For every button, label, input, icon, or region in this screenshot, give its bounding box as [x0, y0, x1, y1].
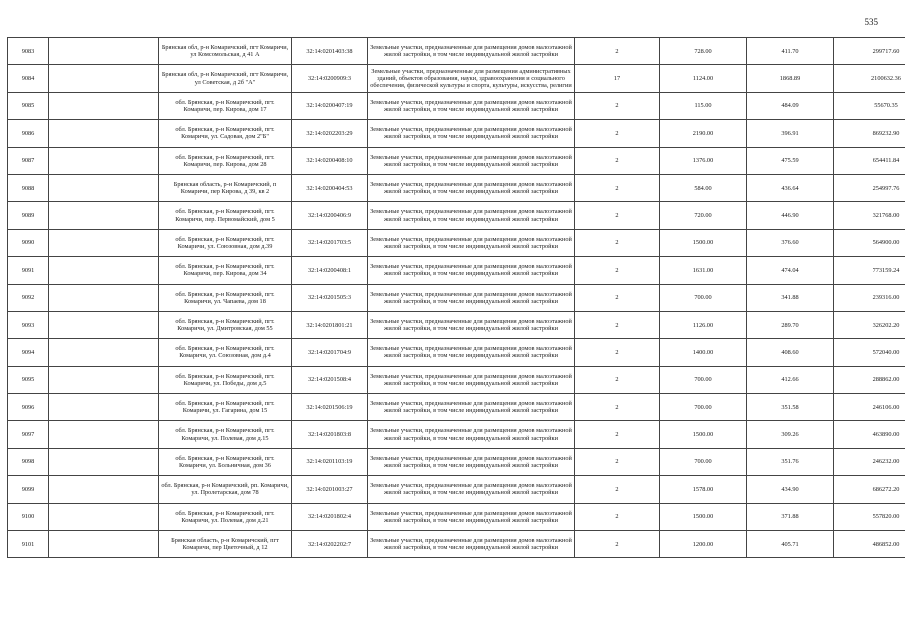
- land-use-cell: Земельные участки, предназначенные для размещения домов малоэтажной жилой застройки, в том числе индивидуальной жилой застройки: [368, 284, 575, 311]
- table-row: [8, 202, 905, 229]
- row-number-cell: 9091: [8, 257, 49, 284]
- area-cell: 1631.00: [660, 257, 747, 284]
- cadastral-value-cell: 686272.20: [834, 476, 905, 503]
- address-cell: обл. Брянская, р-н Комаричский, пгт. Комаричи, ул. Полевая, дом д.21: [159, 503, 292, 530]
- table-row: [8, 257, 905, 284]
- empty-cell: [49, 366, 159, 393]
- cadastral-number-cell: 32:14:0201704:9: [292, 339, 368, 366]
- area-cell: 115.00: [660, 92, 747, 119]
- specific-value-cell: 436.64: [747, 174, 834, 201]
- specific-value-cell: 446.90: [747, 202, 834, 229]
- cadastral-number-cell: 32:14:0200408:1: [292, 257, 368, 284]
- cadastral-number-cell: 32:14:0201506:19: [292, 394, 368, 421]
- land-use-cell: Земельные участки, предназначенные для размещения домов малоэтажной жилой застройки, в том числе индивидуальной жилой застройки: [368, 448, 575, 475]
- address-cell: обл. Брянская, р-н Комаричский, рп. Комаричи, ул. Пролетарская, дом 78: [159, 476, 292, 503]
- category-cell: 2: [575, 120, 660, 147]
- specific-value-cell: 376.60: [747, 229, 834, 256]
- land-use-cell: Земельные участки, предназначенные для размещения домов малоэтажной жилой застройки, в том числе индивидуальной жилой застройки: [368, 503, 575, 530]
- cadastral-value-cell: 564900.00: [834, 229, 905, 256]
- row-number-cell: 9087: [8, 147, 49, 174]
- cadastral-number-cell: 32:14:0200909:3: [292, 65, 368, 92]
- cadastral-number-cell: 32:14:0201801:21: [292, 311, 368, 338]
- address-cell: обл. Брянская, р-н Комаричский, пгт. Комаричи, ул. Союзовная, дом д.39: [159, 229, 292, 256]
- empty-cell: [49, 448, 159, 475]
- area-cell: 1126.00: [660, 311, 747, 338]
- address-cell: Брянская область, р-н Комаричский, пгт Комаричи, пер Цветочный, д 12: [159, 531, 292, 558]
- address-cell: обл. Брянская, р-н Комаричский, пгт. Комаричи, ул. Больничная, дом 36: [159, 448, 292, 475]
- specific-value-cell: 371.88: [747, 503, 834, 530]
- cadastral-number-cell: 32:14:0201103:19: [292, 448, 368, 475]
- table-row: [8, 311, 905, 338]
- address-cell: обл. Брянская, р-н Комаричский, пгт. Комаричи, ул. Союзовная, дом д.4: [159, 339, 292, 366]
- category-cell: 2: [575, 147, 660, 174]
- cadastral-number-cell: 32:14:0201403:38: [292, 38, 368, 65]
- area-cell: 1376.00: [660, 147, 747, 174]
- cadastral-value-cell: 326202.20: [834, 311, 905, 338]
- table-row: [8, 503, 905, 530]
- table-row: [8, 394, 905, 421]
- cadastral-value-cell: 654411.84: [834, 147, 905, 174]
- table-row: [8, 448, 905, 475]
- row-number-cell: 9088: [8, 174, 49, 201]
- table-row: [8, 284, 905, 311]
- category-cell: 2: [575, 257, 660, 284]
- category-cell: 2: [575, 229, 660, 256]
- cadastral-value-cell: 486852.00: [834, 531, 905, 558]
- land-use-cell: Земельные участки, предназначенные для размещения домов малоэтажной жилой застройки, в том числе индивидуальной жилой застройки: [368, 531, 575, 558]
- cadastral-value-cell: 321768.00: [834, 202, 905, 229]
- land-use-cell: Земельные участки, предназначенные для размещения домов малоэтажной жилой застройки, в том числе индивидуальной жилой застройки: [368, 476, 575, 503]
- cadastral-value-cell: 557820.00: [834, 503, 905, 530]
- category-cell: 2: [575, 339, 660, 366]
- address-cell: обл. Брянская, р-н Комаричский, пгт. Комаричи, ул. Гагарина, дом 15: [159, 394, 292, 421]
- land-use-cell: Земельные участки, предназначенные для размещения домов малоэтажной жилой застройки, в том числе индивидуальной жилой застройки: [368, 202, 575, 229]
- land-use-cell: Земельные участки, предназначенные для размещения домов малоэтажной жилой застройки, в том числе индивидуальной жилой застройки: [368, 38, 575, 65]
- cadastral-value-cell: 246232.00: [834, 448, 905, 475]
- cadastral-number-cell: 32:14:0201802:4: [292, 503, 368, 530]
- table-row: [8, 339, 905, 366]
- cadastral-number-cell: 32:14:0201505:3: [292, 284, 368, 311]
- row-number-cell: 9096: [8, 394, 49, 421]
- row-number-cell: 9086: [8, 120, 49, 147]
- empty-cell: [49, 311, 159, 338]
- page-number: 535: [864, 17, 878, 27]
- address-cell: обл. Брянская, р-н Комаричский, пгт. Комаричи, ул. Полевая, дом д.15: [159, 421, 292, 448]
- area-cell: 700.00: [660, 394, 747, 421]
- specific-value-cell: 289.70: [747, 311, 834, 338]
- land-use-cell: Земельные участки, предназначенные для размещения домов малоэтажной жилой застройки, в том числе индивидуальной жилой застройки: [368, 421, 575, 448]
- cadastral-number-cell: 32:14:0202202:7: [292, 531, 368, 558]
- area-cell: 1124.00: [660, 65, 747, 92]
- address-cell: обл. Брянская, р-н Комаричский, пгт. Комаричи, ул. Садовая, дом 2"Б": [159, 120, 292, 147]
- row-number-cell: 9097: [8, 421, 49, 448]
- land-use-cell: Земельные участки, предназначенные для размещения домов малоэтажной жилой застройки, в том числе индивидуальной жилой застройки: [368, 366, 575, 393]
- land-use-cell: Земельные участки, предназначенные для размещения домов малоэтажной жилой застройки, в том числе индивидуальной жилой застройки: [368, 92, 575, 119]
- address-cell: обл. Брянская, р-н Комаричский, пгт. Комаричи, ул. Победы, дом д.5: [159, 366, 292, 393]
- area-cell: 1500.00: [660, 503, 747, 530]
- address-cell: обл. Брянская, р-н Комаричский, пгт. Комаричи, пер. Кирова, дом 34: [159, 257, 292, 284]
- table-row: [8, 229, 905, 256]
- category-cell: 2: [575, 284, 660, 311]
- category-cell: 2: [575, 92, 660, 119]
- specific-value-cell: 351.58: [747, 394, 834, 421]
- empty-cell: [49, 38, 159, 65]
- cadastral-value-cell: 254997.76: [834, 174, 905, 201]
- address-cell: Брянская обл, р-н Комаричский, пгт Комаричи, ул Советская, д 2б "А": [159, 65, 292, 92]
- row-number-cell: 9084: [8, 65, 49, 92]
- area-cell: 584.00: [660, 174, 747, 201]
- land-use-cell: Земельные участки, предназначенные для размещения домов малоэтажной жилой застройки, в том числе индивидуальной жилой застройки: [368, 394, 575, 421]
- address-cell: обл. Брянская, р-н Комаричский, пгт. Комаричи, ул. Дмитровская, дом 55: [159, 311, 292, 338]
- table-body: [8, 38, 905, 558]
- address-cell: Брянская область, р-н Комаричский, п Комаричи, пер Кирова, д 39, кв 2: [159, 174, 292, 201]
- empty-cell: [49, 531, 159, 558]
- area-cell: 2190.00: [660, 120, 747, 147]
- cadastral-number-cell: 32:14:0200408:10: [292, 147, 368, 174]
- cadastral-number-cell: 32:14:0200406:9: [292, 202, 368, 229]
- specific-value-cell: 396.91: [747, 120, 834, 147]
- cadastral-value-cell: 463890.00: [834, 421, 905, 448]
- cadastral-number-cell: 32:14:0201803:8: [292, 421, 368, 448]
- row-number-cell: 9085: [8, 92, 49, 119]
- specific-value-cell: 309.26: [747, 421, 834, 448]
- category-cell: 2: [575, 394, 660, 421]
- cadastral-number-cell: 32:14:0201508:4: [292, 366, 368, 393]
- row-number-cell: 9100: [8, 503, 49, 530]
- cadastral-value-cell: 239316.00: [834, 284, 905, 311]
- cadastral-number-cell: 32:14:0201003:27: [292, 476, 368, 503]
- cadastral-value-cell: 299717.60: [834, 38, 905, 65]
- address-cell: обл. Брянская, р-н Комаричский, пгт. Комаричи, пер. Кирова, дом 28: [159, 147, 292, 174]
- empty-cell: [49, 284, 159, 311]
- category-cell: 2: [575, 531, 660, 558]
- empty-cell: [49, 503, 159, 530]
- empty-cell: [49, 174, 159, 201]
- land-use-cell: Земельные участки, предназначенные для размещения домов малоэтажной жилой застройки, в том числе индивидуальной жилой застройки: [368, 257, 575, 284]
- empty-cell: [49, 421, 159, 448]
- empty-cell: [49, 120, 159, 147]
- table-row: [8, 92, 905, 119]
- table-row: [8, 366, 905, 393]
- area-cell: 1578.00: [660, 476, 747, 503]
- area-cell: 700.00: [660, 284, 747, 311]
- area-cell: 1400.00: [660, 339, 747, 366]
- row-number-cell: 9092: [8, 284, 49, 311]
- cadastral-value-cell: 55670.35: [834, 92, 905, 119]
- specific-value-cell: 1868.89: [747, 65, 834, 92]
- empty-cell: [49, 202, 159, 229]
- category-cell: 2: [575, 366, 660, 393]
- row-number-cell: 9089: [8, 202, 49, 229]
- specific-value-cell: 408.60: [747, 339, 834, 366]
- category-cell: 2: [575, 174, 660, 201]
- area-cell: 700.00: [660, 366, 747, 393]
- specific-value-cell: 484.09: [747, 92, 834, 119]
- cadastral-value-cell: 246106.00: [834, 394, 905, 421]
- category-cell: 2: [575, 421, 660, 448]
- row-number-cell: 9090: [8, 229, 49, 256]
- empty-cell: [49, 476, 159, 503]
- empty-cell: [49, 92, 159, 119]
- land-use-cell: Земельные участки, предназначенные для размещения домов малоэтажной жилой застройки, в том числе индивидуальной жилой застройки: [368, 339, 575, 366]
- area-cell: 1500.00: [660, 229, 747, 256]
- specific-value-cell: 411.70: [747, 38, 834, 65]
- row-number-cell: 9095: [8, 366, 49, 393]
- table-row: [8, 120, 905, 147]
- area-cell: 720.00: [660, 202, 747, 229]
- area-cell: 728.00: [660, 38, 747, 65]
- table-row: [8, 65, 905, 92]
- row-number-cell: 9099: [8, 476, 49, 503]
- cadastral-value-cell: 2100632.36: [834, 65, 905, 92]
- row-number-cell: 9083: [8, 38, 49, 65]
- cadastral-number-cell: 32:14:0202203:29: [292, 120, 368, 147]
- row-number-cell: 9101: [8, 531, 49, 558]
- cadastral-number-cell: 32:14:0201703:5: [292, 229, 368, 256]
- cadastral-value-cell: 288862.00: [834, 366, 905, 393]
- cadastral-value-cell: 572040.00: [834, 339, 905, 366]
- table-row: [8, 174, 905, 201]
- cadastral-value-cell: 869232.90: [834, 120, 905, 147]
- land-use-cell: Земельные участки, предназначенные для размещения домов малоэтажной жилой застройки, в том числе индивидуальной жилой застройки: [368, 174, 575, 201]
- specific-value-cell: 412.66: [747, 366, 834, 393]
- empty-cell: [49, 147, 159, 174]
- table-row: [8, 421, 905, 448]
- land-use-cell: Земельные участки, предназначенные для размещения домов малоэтажной жилой застройки, в том числе индивидуальной жилой застройки: [368, 229, 575, 256]
- cadastral-number-cell: 32:14:0200404:53: [292, 174, 368, 201]
- empty-cell: [49, 229, 159, 256]
- category-cell: 2: [575, 476, 660, 503]
- category-cell: 2: [575, 448, 660, 475]
- row-number-cell: 9094: [8, 339, 49, 366]
- table-row: [8, 147, 905, 174]
- table-row: [8, 476, 905, 503]
- land-use-cell: Земельные участки, предназначенные для размещения домов малоэтажной жилой застройки, в том числе индивидуальной жилой застройки: [368, 311, 575, 338]
- specific-value-cell: 405.71: [747, 531, 834, 558]
- area-cell: 700.00: [660, 448, 747, 475]
- table-row: [8, 531, 905, 558]
- cadastral-number-cell: 32:14:0200407:19: [292, 92, 368, 119]
- area-cell: 1500.00: [660, 421, 747, 448]
- area-cell: 1200.00: [660, 531, 747, 558]
- address-cell: обл. Брянская, р-н Комаричский, пгт. Комаричи, ул. Чапаева, дом 18: [159, 284, 292, 311]
- category-cell: 2: [575, 38, 660, 65]
- land-use-cell: Земельные участки, предназначенные для размещения домов малоэтажной жилой застройки, в том числе индивидуальной жилой застройки: [368, 147, 575, 174]
- address-cell: обл. Брянская, р-н Комаричский, пгт. Комаричи, пер. Кирова, дом 17: [159, 92, 292, 119]
- category-cell: 2: [575, 202, 660, 229]
- row-number-cell: 9098: [8, 448, 49, 475]
- table-row: [8, 38, 905, 65]
- category-cell: 2: [575, 311, 660, 338]
- specific-value-cell: 351.76: [747, 448, 834, 475]
- cadastral-value-cell: 773159.24: [834, 257, 905, 284]
- address-cell: Брянская обл, р-н Комаричский, пгт Комаричи, ул Комсомольская, д 41 А: [159, 38, 292, 65]
- category-cell: 2: [575, 503, 660, 530]
- row-number-cell: 9093: [8, 311, 49, 338]
- address-cell: обл. Брянская, р-н Комаричский, пгт. Комаричи, пер. Первомайский, дом 5: [159, 202, 292, 229]
- empty-cell: [49, 339, 159, 366]
- land-use-cell: Земельные участки, предназначенные для размещения административных зданий, объектов образования, науки, здравоохранения и социального обеспечения, физической культуры и спорта, культуры, искусства, религии: [368, 65, 575, 92]
- cadastral-value-table: [7, 37, 905, 558]
- category-cell: 17: [575, 65, 660, 92]
- empty-cell: [49, 394, 159, 421]
- specific-value-cell: 475.59: [747, 147, 834, 174]
- specific-value-cell: 434.90: [747, 476, 834, 503]
- empty-cell: [49, 65, 159, 92]
- empty-cell: [49, 257, 159, 284]
- specific-value-cell: 474.04: [747, 257, 834, 284]
- specific-value-cell: 341.88: [747, 284, 834, 311]
- land-use-cell: Земельные участки, предназначенные для размещения домов малоэтажной жилой застройки, в том числе индивидуальной жилой застройки: [368, 120, 575, 147]
